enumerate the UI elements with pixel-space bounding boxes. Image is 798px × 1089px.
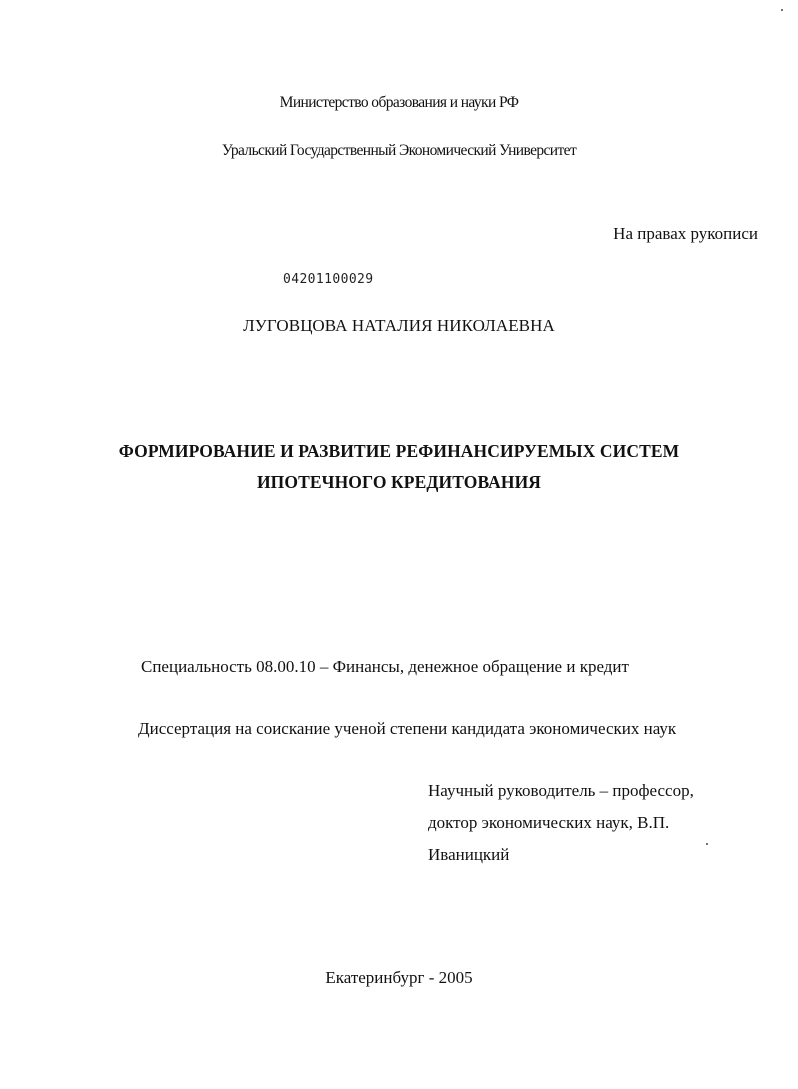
dissertation-title-line-2: ИПОТЕЧНОГО КРЕДИТОВАНИЯ: [256, 472, 542, 492]
advisor-line-2: доктор экономических наук, В.П.: [428, 813, 670, 832]
scan-speck: [706, 843, 708, 845]
specialty-line: Специальность 08.00.10 – Финансы, денежное обращение и кредит: [141, 657, 629, 676]
rights-notice: На правах рукописи: [613, 224, 758, 243]
advisor-line-1: Научный руководитель – профессор,: [428, 781, 694, 800]
university-name: Уральский Государственный Экономический Университет: [221, 142, 577, 159]
ministry-name: Министерство образования и науки РФ: [279, 94, 519, 111]
author-name: ЛУГОВЦОВА НАТАЛИЯ НИКОЛАЕВНА: [243, 316, 555, 335]
advisor-line-3: Иваницкий: [428, 845, 510, 864]
degree-statement: Диссертация на соискание ученой степени кандидата экономических наук: [138, 719, 677, 738]
catalog-code: 04201100029: [283, 272, 374, 287]
city-year: Екатеринбург - 2005: [325, 968, 473, 987]
scan-speck: [781, 9, 783, 11]
dissertation-title-line-1: ФОРМИРОВАНИЕ И РАЗВИТИЕ РЕФИНАНСИРУЕМЫХ СИСТЕМ: [118, 441, 680, 461]
